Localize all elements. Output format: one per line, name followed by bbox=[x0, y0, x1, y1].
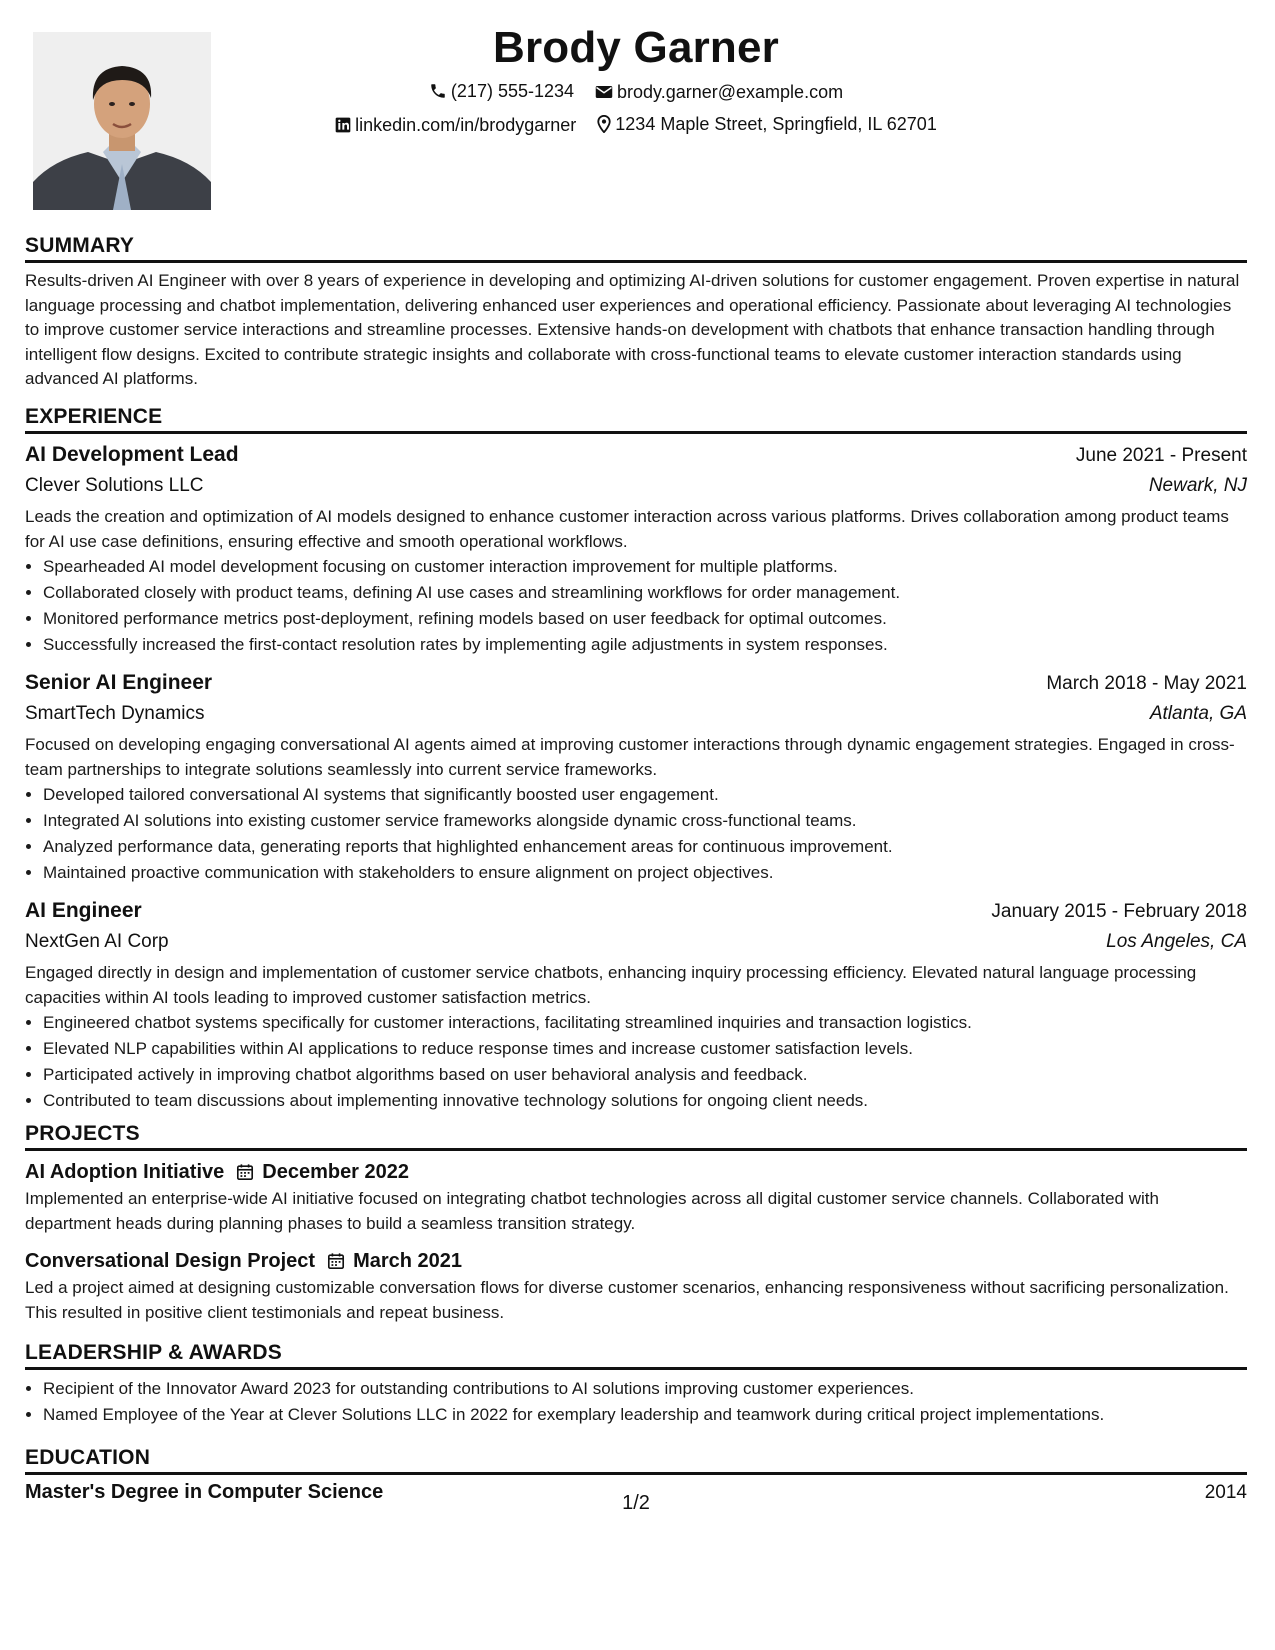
linkedin-contact[interactable] bbox=[335, 110, 576, 140]
job-bullets bbox=[25, 782, 1247, 886]
job-bullets bbox=[25, 1010, 1247, 1114]
list-item: • Analyzed performance data, generating reports that highlighted enhancement areas for continuous improvement. bbox=[43, 834, 1247, 860]
project-name: Conversational Design Project bbox=[25, 1250, 316, 1272]
contact-line-2 bbox=[25, 109, 1247, 142]
resume-page bbox=[25, 0, 1247, 1650]
job-entry bbox=[25, 668, 1247, 886]
linkedin-icon bbox=[335, 117, 351, 133]
contact-line-1 bbox=[25, 76, 1247, 109]
phone-number: (217) 555-1234 bbox=[450, 81, 575, 101]
experience-section bbox=[25, 403, 1247, 1114]
email-address[interactable]: brody.garner@example.com bbox=[617, 82, 844, 102]
list-item: • Maintained proactive communication with stakeholders to ensure alignment on project objectives. bbox=[43, 860, 1247, 886]
calendar-icon bbox=[327, 1252, 345, 1270]
list-item: • Engineered chatbot systems specifically for customer interactions, facilitating streamlined inquiries and transaction logistics. bbox=[43, 1010, 1247, 1036]
project-entry bbox=[25, 1246, 1247, 1325]
map-pin-icon bbox=[597, 115, 611, 133]
summary-text: Results-driven AI Engineer with over 8 years of experience in developing and optimizing AI-driven solutions for customer engagement. Proven expertise in natural language processing and chatbot implementation, delivering enhanced user experiences and operational efficiency. Passionate about leveraging AI technologies to improve customer service interactions and streamline processes. Extensive hands-on development with chatbots that enhance transaction handling through intelligent flow designs. Excited to contribute strategic insights and collaborate with cross-functional teams to elevate customer interaction standards using advanced AI platforms. bbox=[25, 271, 1240, 388]
list-item: • Elevated NLP capabilities within AI applications to reduce response times and increase customer satisfaction levels. bbox=[43, 1036, 1247, 1062]
job-location: Los Angeles, CA bbox=[1106, 931, 1247, 952]
email-contact[interactable] bbox=[595, 77, 843, 107]
job-title: AI Development Lead bbox=[25, 443, 239, 466]
job-entry bbox=[25, 896, 1247, 1114]
job-location: Newark, NJ bbox=[1148, 475, 1247, 496]
list-item: • Integrated AI solutions into existing customer service frameworks alongside dynamic cross-functional teams. bbox=[43, 808, 1247, 834]
resume-header bbox=[25, 20, 1247, 142]
project-date: March 2021 bbox=[353, 1250, 463, 1272]
awards-list bbox=[25, 1376, 1247, 1428]
summary-section bbox=[25, 232, 1247, 392]
list-item: • Successfully increased the first-contact resolution rates by implementing agile adjustments in system responses. bbox=[43, 632, 1247, 658]
company-name: Clever Solutions LLC bbox=[25, 475, 204, 496]
company-name: SmartTech Dynamics bbox=[25, 703, 205, 724]
company-name: NextGen AI Corp bbox=[25, 931, 169, 952]
project-date: December 2022 bbox=[262, 1161, 410, 1183]
street-address: 1234 Maple Street, Springfield, IL 62701 bbox=[615, 114, 937, 134]
list-item: • Monitored performance metrics post-deployment, refining models based on user feedback for optimal outcomes. bbox=[43, 606, 1247, 632]
projects-heading: PROJECTS bbox=[25, 1120, 1247, 1151]
job-dates: March 2018 - May 2021 bbox=[1046, 673, 1247, 694]
leadership-section bbox=[25, 1339, 1247, 1428]
phone-icon bbox=[429, 82, 447, 100]
job-description: Engaged directly in design and implementation of customer service chatbots, enhancing inquiry processing efficiency. Elevated natural language processing capacities within AI tools leading to improved customer satisfaction metrics. bbox=[25, 963, 1197, 1007]
list-item: • Spearheaded AI model development focusing on customer interaction improvement for multiple platforms. bbox=[43, 554, 1247, 580]
linkedin-url[interactable]: linkedin.com/in/brodygarner bbox=[355, 115, 577, 135]
calendar-icon bbox=[236, 1163, 254, 1181]
job-title: Senior AI Engineer bbox=[25, 671, 213, 694]
phone-contact bbox=[429, 76, 574, 106]
job-dates: June 2021 - Present bbox=[1075, 445, 1247, 466]
list-item: • Participated actively in improving chatbot algorithms based on user behavioral analysis and feedback. bbox=[43, 1062, 1247, 1088]
leadership-heading: LEADERSHIP & AWARDS bbox=[25, 1339, 1247, 1370]
education-heading: EDUCATION bbox=[25, 1444, 1247, 1475]
job-title: AI Engineer bbox=[25, 899, 142, 922]
job-location: Atlanta, GA bbox=[1149, 703, 1247, 724]
list-item: • Contributed to team discussions about implementing innovative technology solutions for ongoing client needs. bbox=[43, 1088, 1247, 1114]
page-number: 1/2 bbox=[622, 1492, 650, 1514]
project-description: Led a project aimed at designing customizable conversation flows for diverse customer scenarios, enhancing responsiveness without sacrificing personalization. This resulted in positive client testimonials and repeat business. bbox=[25, 1278, 1229, 1322]
job-bullets bbox=[25, 554, 1247, 658]
projects-section bbox=[25, 1120, 1247, 1325]
list-item: • Named Employee of the Year at Clever Solutions LLC in 2022 for exemplary leadership and teamwork during critical project implementations. bbox=[43, 1402, 1247, 1428]
project-description: Implemented an enterprise-wide AI initiative focused on integrating chatbot technologies across all digital customer service channels. Collaborated with department heads during planning phases to build a seamless transition strategy. bbox=[25, 1189, 1159, 1233]
job-description: Focused on developing engaging conversational AI agents aimed at improving customer interactions through dynamic engagement strategies. Engaged in cross-team partnerships to integrate solutions seamlessly into current service frameworks. bbox=[25, 735, 1235, 779]
project-name: AI Adoption Initiative bbox=[25, 1161, 225, 1183]
list-item: • Developed tailored conversational AI systems that significantly boosted user engagement. bbox=[43, 782, 1247, 808]
job-description: Leads the creation and optimization of AI models designed to enhance customer interaction across various platforms. Drives collaboration among product teams for AI use case definitions, ensuring effective and smooth operational workflows. bbox=[25, 507, 1229, 551]
graduation-year: 2014 bbox=[1204, 1482, 1247, 1503]
list-item: • Collaborated closely with product teams, defining AI use cases and streamlining workflows for order management. bbox=[43, 580, 1247, 606]
list-item: • Recipient of the Innovator Award 2023 for outstanding contributions to AI solutions improving customer experiences. bbox=[43, 1376, 1247, 1402]
summary-heading: SUMMARY bbox=[25, 232, 1247, 263]
candidate-name: Brody Garner bbox=[492, 23, 780, 72]
experience-heading: EXPERIENCE bbox=[25, 403, 1247, 434]
degree-name: Master's Degree in Computer Science bbox=[25, 1481, 384, 1503]
address-contact bbox=[597, 109, 937, 139]
project-entry bbox=[25, 1157, 1247, 1236]
job-entry bbox=[25, 440, 1247, 658]
envelope-icon bbox=[595, 84, 613, 100]
job-dates: January 2015 - February 2018 bbox=[991, 901, 1247, 922]
